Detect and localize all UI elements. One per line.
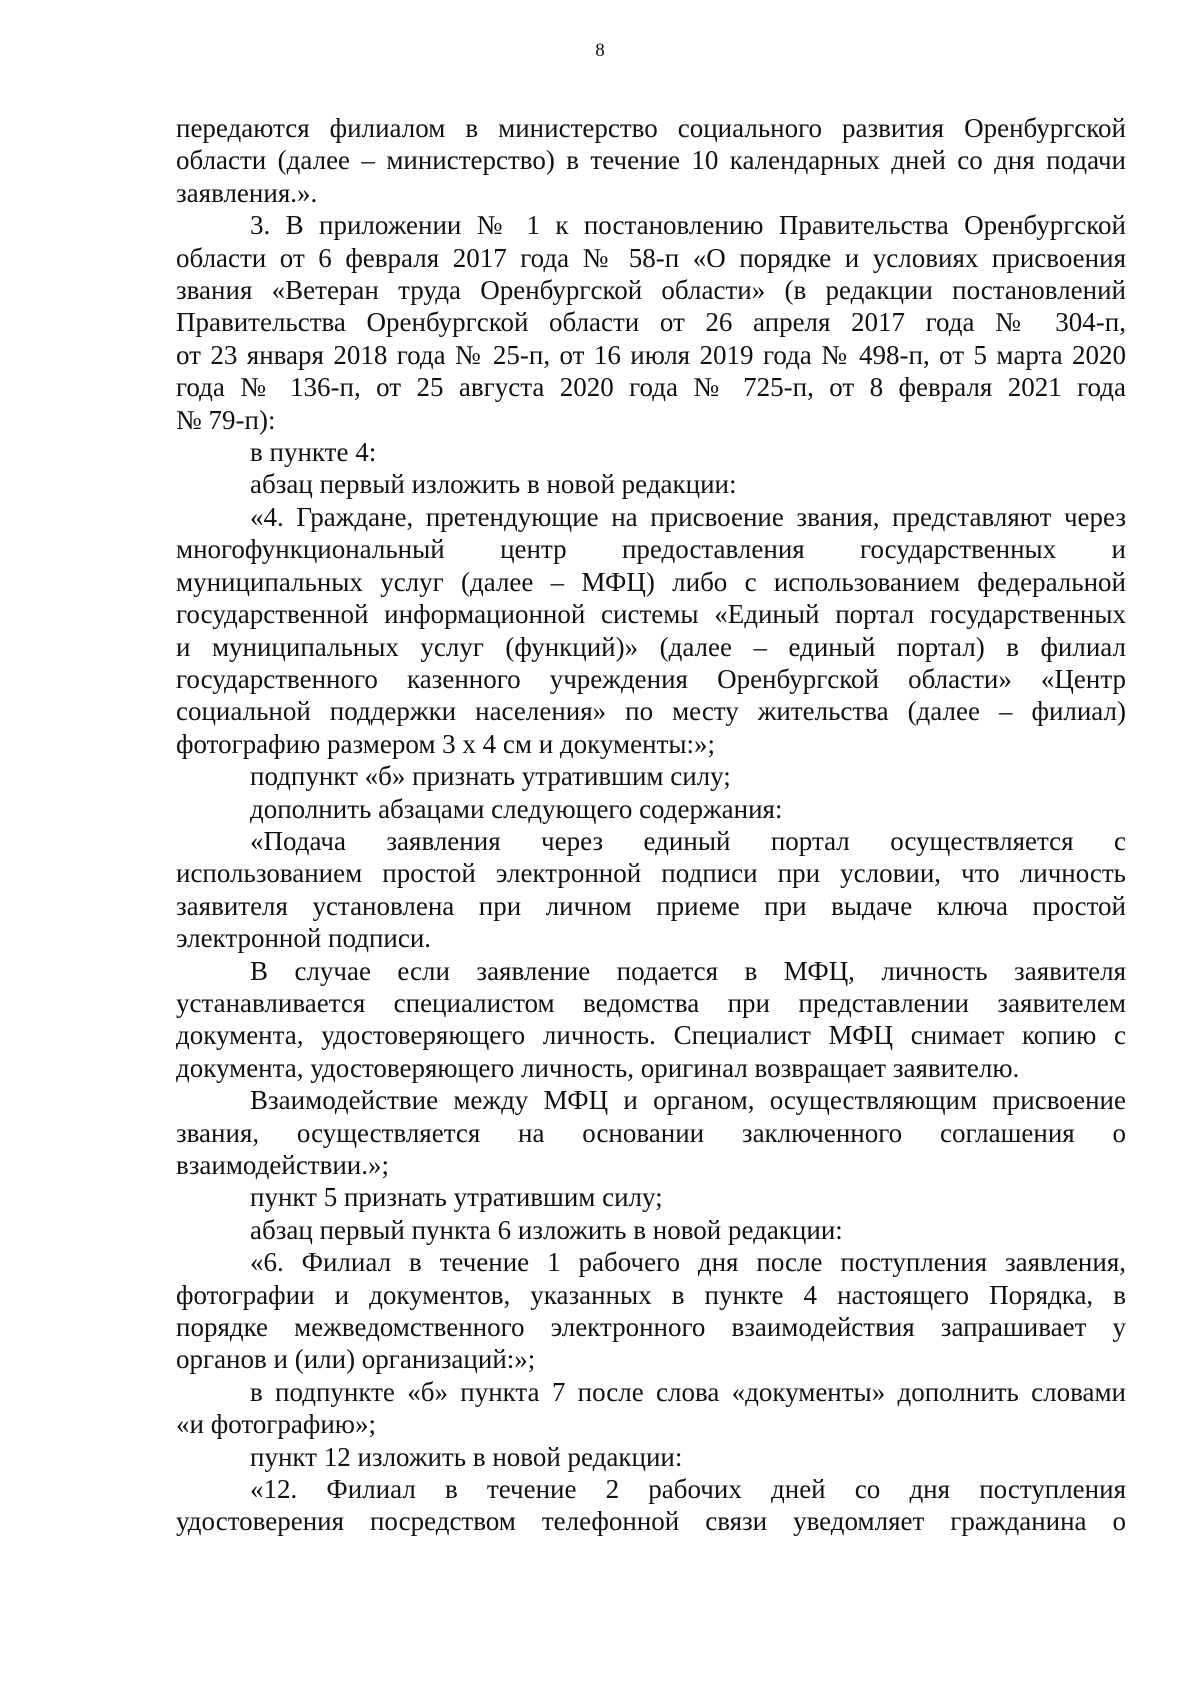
text-line: подпункт «б» признать утратившим силу; xyxy=(250,761,731,792)
document-body xyxy=(176,112,1126,1538)
text-line: звания, осуществляется на основании заключенного соглашения о xyxy=(176,1117,1126,1148)
text-line: документа, удостоверяющего личность. Специалист МФЦ снимает копию с xyxy=(176,1020,1126,1051)
page-number: 8 xyxy=(595,40,605,61)
text-line: использованием простой электронной подписи при условии, что личность xyxy=(176,858,1126,889)
text-line: № 79-п): xyxy=(176,404,276,435)
text-line: «6. Филиал в течение 1 рабочего дня после поступления заявления, xyxy=(250,1247,1126,1278)
text-line: «12. Филиал в течение 2 рабочих дней со дня поступления xyxy=(250,1474,1126,1505)
text-line: и муниципальных услуг (функций)» (далее – единый портал) в филиал xyxy=(176,631,1126,662)
text-line: звания «Ветеран труда Оренбургской области» (в редакции постановлений xyxy=(176,275,1126,306)
text-line: «Подача заявления через единый портал осуществляется с xyxy=(250,825,1126,856)
text-line: фотографии и документов, указанных в пункте 4 настоящего Порядка, в xyxy=(176,1279,1126,1310)
text-line: года № 136-п, от 25 августа 2020 года № 725-п, от 8 февраля 2021 года xyxy=(176,372,1126,403)
text-line: взаимодействии.»; xyxy=(176,1150,390,1180)
text-line: области (далее – министерство) в течение 10 календарных дней со дня подачи xyxy=(176,145,1126,176)
text-line: области от 6 февраля 2017 года № 58-п «О порядке и условиях присвоения xyxy=(176,242,1126,273)
text-line: заявления.». xyxy=(176,177,318,208)
text-line: государственного казенного учреждения Оренбургской области» «Центр xyxy=(176,663,1126,694)
text-line: удостоверения посредством телефонной связи уведомляет гражданина о xyxy=(176,1506,1126,1537)
text-line: документа, удостоверяющего личность, оригинал возвращает заявителю. xyxy=(176,1052,1020,1083)
text-line: «и фотографию»; xyxy=(176,1409,376,1440)
text-line: социальной поддержки населения» по месту жительства (далее – филиал) xyxy=(176,696,1126,727)
text-line: муниципальных услуг (далее – МФЦ) либо с использованием федеральной xyxy=(176,566,1126,597)
text-line: пункт 12 изложить в новой редакции: xyxy=(250,1441,683,1472)
text-line: дополнить абзацами следующего содержания: xyxy=(250,793,783,824)
text-line: Взаимодействие между МФЦ и органом, осуществляющим присвоение xyxy=(250,1085,1126,1116)
text-line: абзац первый пункта 6 изложить в новой редакции: xyxy=(250,1214,843,1245)
text-line: заявителя установлена при личном приеме при выдаче ключа простой xyxy=(176,890,1126,921)
text-line: В случае если заявление подается в МФЦ, личность заявителя xyxy=(250,955,1126,986)
text-line: 3. В приложении № 1 к постановлению Правительства Оренбургской xyxy=(250,210,1126,241)
text-line: в подпункте «б» пункта 7 после слова «документы» дополнить словами xyxy=(250,1376,1126,1407)
text-line: органов и (или) организаций:»; xyxy=(176,1344,536,1375)
text-line: фотографию размером 3 х 4 см и документы:»; xyxy=(176,728,716,759)
text-line: Правительства Оренбургской области от 26 апреля 2017 года № 304-п, xyxy=(176,307,1126,338)
text-line: абзац первый изложить в новой редакции: xyxy=(250,469,737,500)
text-line: устанавливается специалистом ведомства при представлении заявителем xyxy=(176,987,1126,1018)
text-line: в пункте 4: xyxy=(250,437,377,468)
text-line: передаются филиалом в министерство социального развития Оренбургской xyxy=(176,113,1126,143)
text-line: «4. Граждане, претендующие на присвоение звания, представляют через xyxy=(250,501,1126,532)
text-line: государственной информационной системы «Единый портал государственных xyxy=(176,599,1126,630)
text-line: пункт 5 признать утратившим силу; xyxy=(250,1182,663,1213)
text-line: от 23 января 2018 года № 25-п, от 16 июля 2019 года № 498-п, от 5 марта 2020 xyxy=(176,339,1126,370)
text-line: электронной подписи. xyxy=(176,923,432,954)
text-line: порядке межведомственного электронного взаимодействия запрашивает у xyxy=(176,1312,1126,1343)
text-line: многофункциональный центр предоставления государственных и xyxy=(176,534,1126,565)
